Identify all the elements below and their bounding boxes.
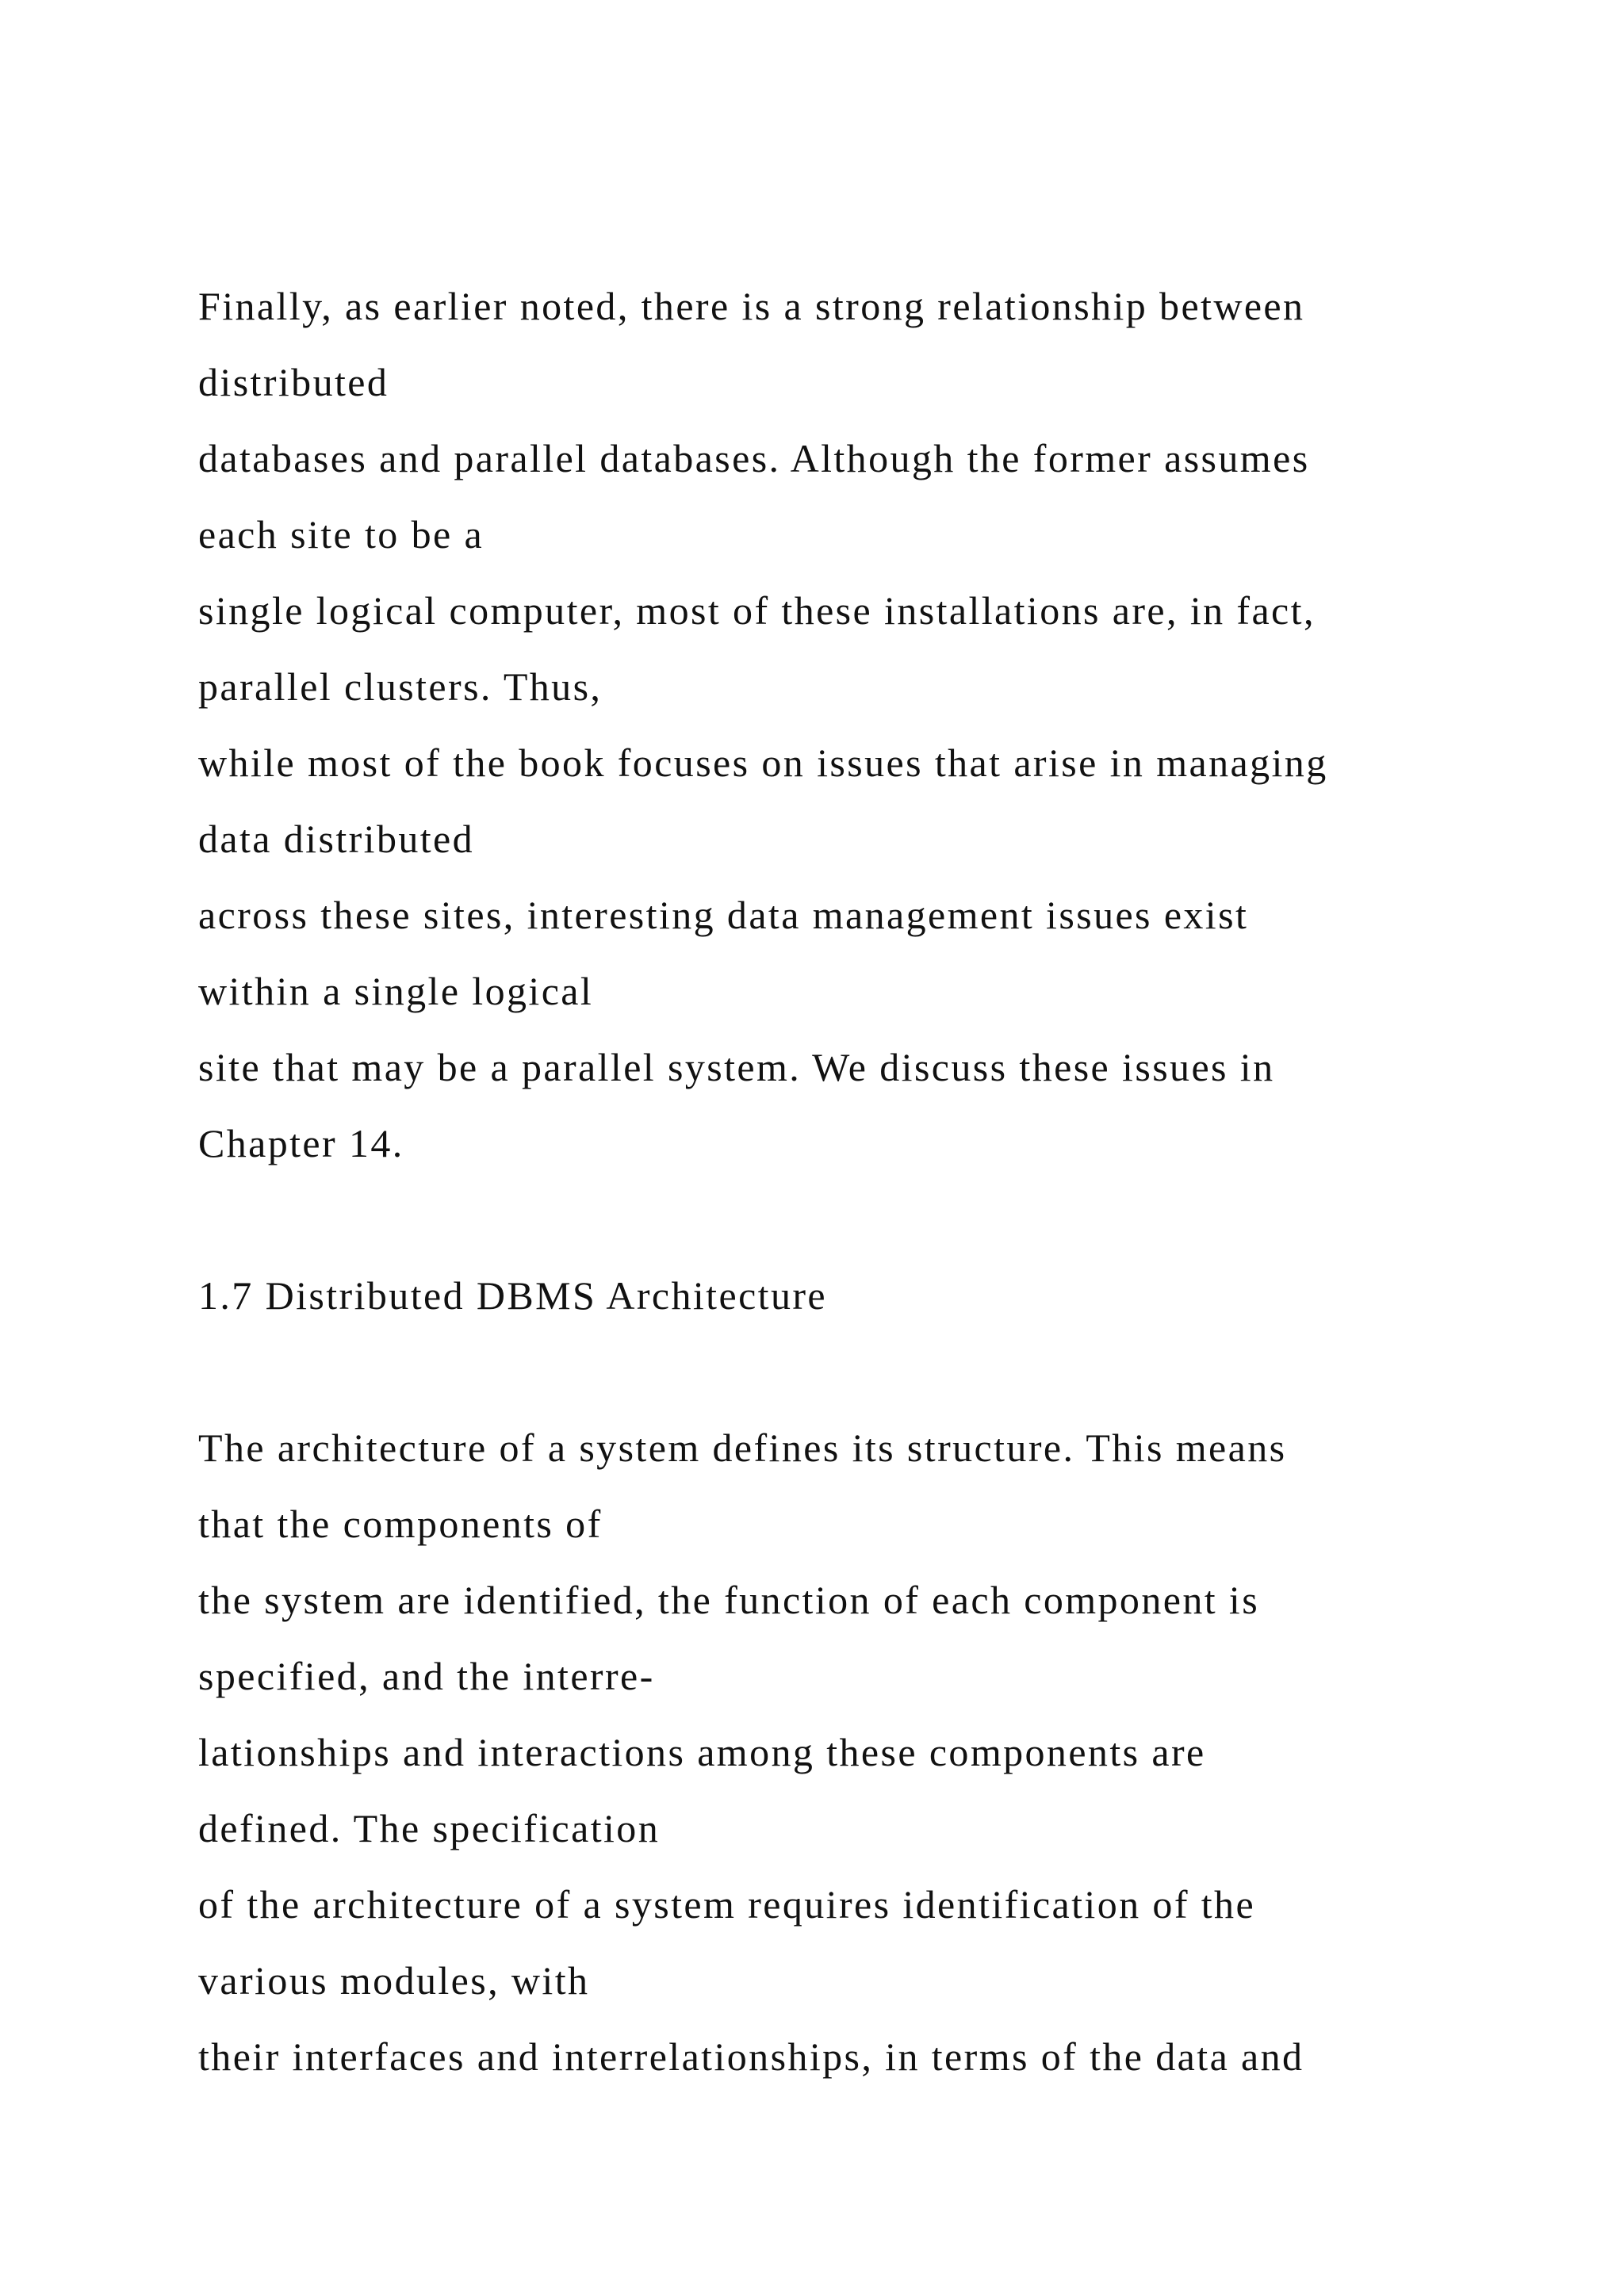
text-line: across these sites, interesting data management issues exist [198, 893, 1249, 937]
text-line: specified, and the interre- [198, 1654, 655, 1698]
document-body [198, 268, 1562, 2095]
paragraph-1 [198, 268, 1562, 1181]
text-line: parallel clusters. Thus, [198, 664, 603, 709]
paragraph-2 [198, 1410, 1562, 2095]
text-line: while most of the book focuses on issues that arise in managing [198, 740, 1328, 785]
text-line: single logical computer, most of these installations are, in fact, [198, 588, 1316, 633]
text-line: that the components of [198, 1502, 603, 1546]
text-line: databases and parallel databases. Although the former assumes [198, 436, 1310, 480]
text-line: site that may be a parallel system. We discuss these issues in [198, 1045, 1275, 1089]
section-heading: 1.7 Distributed DBMS Architecture [198, 1273, 827, 1318]
text-line: various modules, with [198, 1958, 590, 2003]
text-line: the system are identified, the function of each component is [198, 1578, 1260, 1622]
text-line: each site to be a [198, 512, 485, 557]
blank-line [198, 1334, 1562, 1410]
text-line: The architecture of a system defines its structure. This means [198, 1425, 1287, 1470]
text-line: defined. The specification [198, 1806, 661, 1850]
blank-line [198, 1181, 1562, 1257]
text-line: of the architecture of a system requires identification of the [198, 1882, 1256, 1927]
text-line: distributed [198, 360, 389, 404]
text-line: Chapter 14. [198, 1121, 404, 1165]
text-line: lationships and interactions among these components are [198, 1730, 1206, 1774]
text-line: within a single logical [198, 969, 594, 1013]
text-line: data distributed [198, 817, 475, 861]
text-line: Finally, as earlier noted, there is a strong relationship between [198, 284, 1305, 328]
text-line: their interfaces and interrelationships, in terms of the data and [198, 2034, 1304, 2079]
